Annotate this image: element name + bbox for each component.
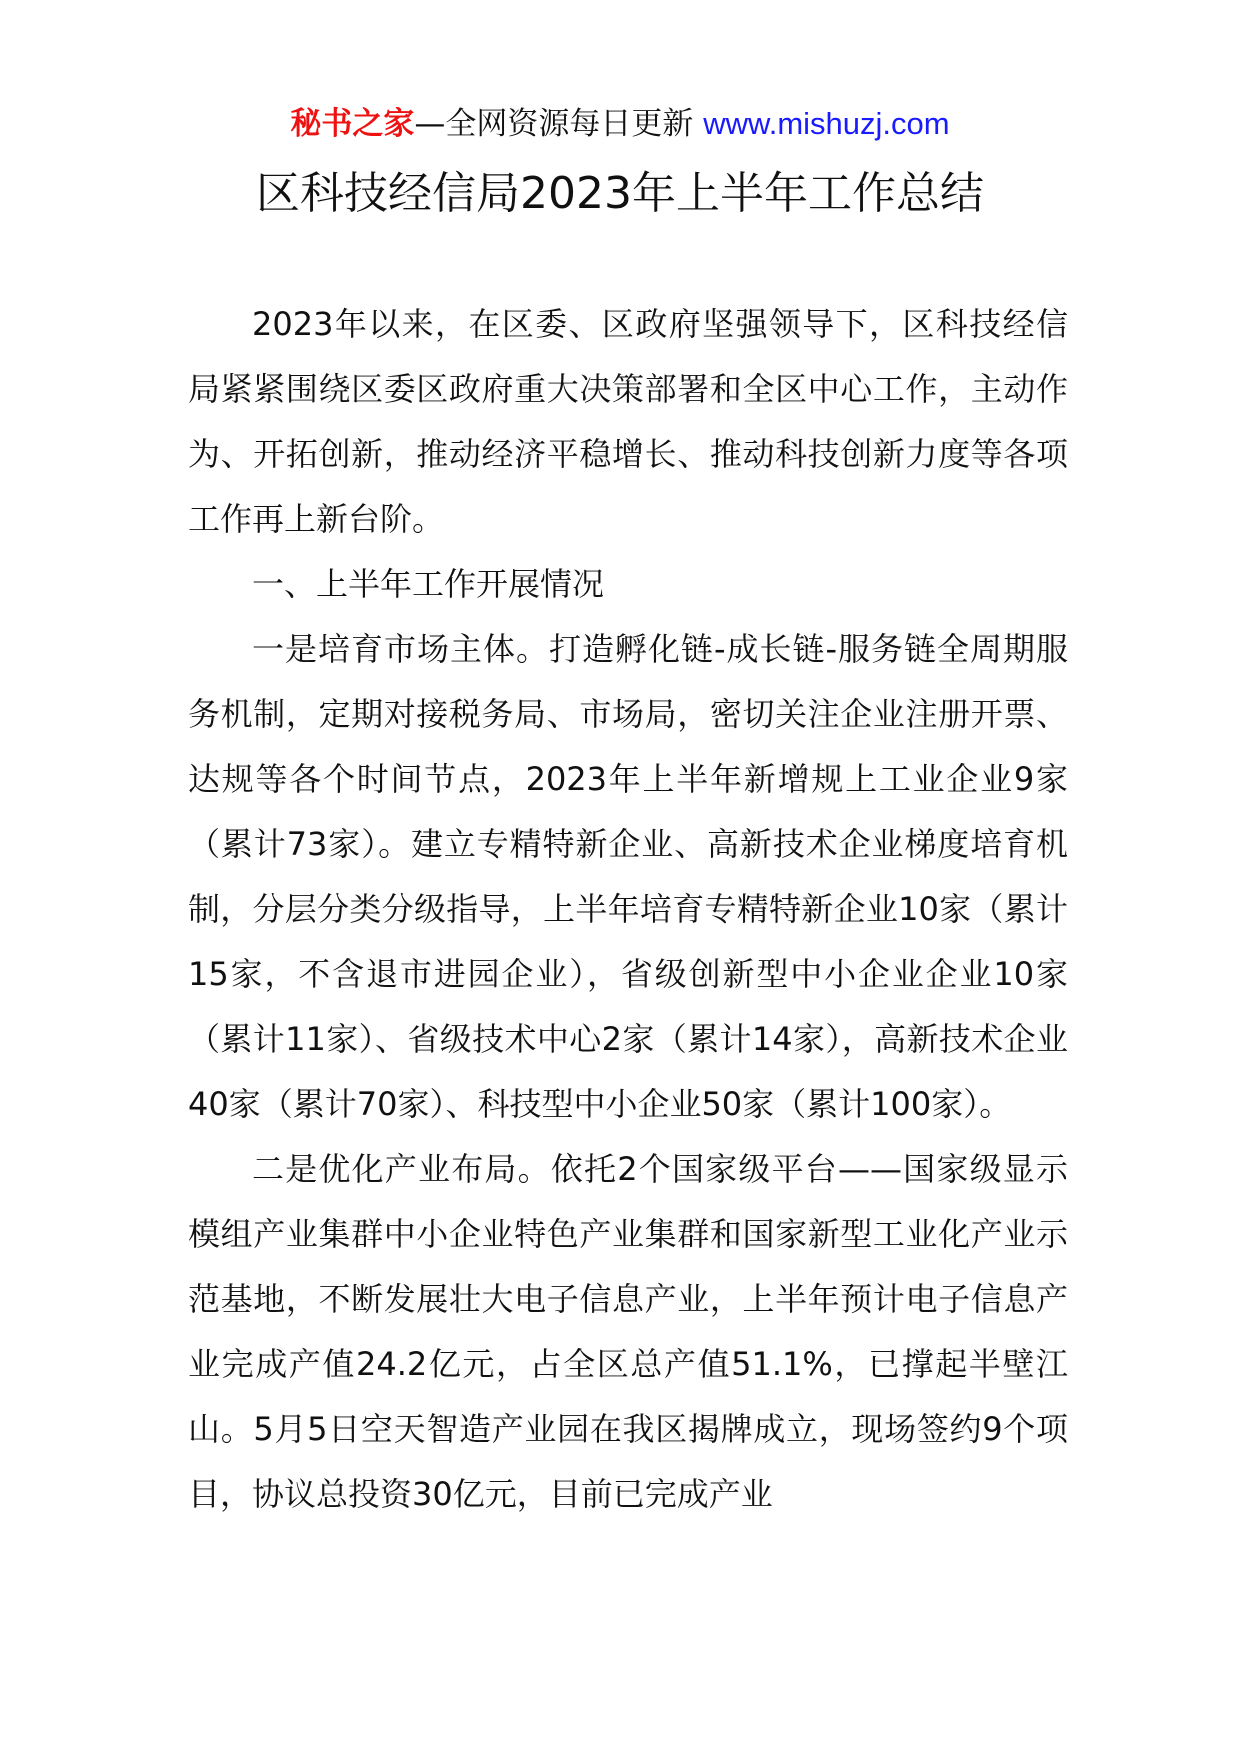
paragraph-intro: 2023年以来，在区委、区政府坚强领导下，区科技经信局紧紧围绕区委区政府重大决策部署和全区中心工作，主动作为、开拓创新，推动经济平稳增长、推动科技创新力度等各项工作再上新台阶。: [188, 305, 1068, 538]
paragraph-market-entities: 一是培育市场主体。打造孵化链-成长链-服务链全周期服务机制，定期对接税务局、市场局，密切关注企业注册开票、达规等各个时间节点，2023年上半年新增规上工业企业9家（累计73家）。建立专精特新企业、高新技术企业梯度培育机制，分层分类分级指导，上半年培育专精特新企业10家（累计15家，不含退市进园企业），省级创新型中小企业企业10家（累计11家）、省级技术中心2家（累计14家），高新技术企业40家（累计70家）、科技型中小企业50家（累计100家）。: [188, 630, 1068, 1123]
watermark-header: [0, 102, 1240, 146]
watermark-brand: 秘书之家: [290, 106, 415, 142]
watermark-url[interactable]: www.mishuzj.com: [703, 106, 950, 141]
paragraph-industry-layout: 二是优化产业布局。依托2个国家级平台——国家级显示模组产业集群中小企业特色产业集群和国家新型工业化产业示范基地，不断发展壮大电子信息产业，上半年预计电子信息产业完成产值24.2亿元，占全区总产值51.1%，已撑起半壁江山。5月5日空天智造产业园在我区揭牌成立，现场签约9个项目，协议总投资30亿元，目前已完成产业: [188, 1150, 1068, 1513]
section-heading: 一、上半年工作开展情况: [252, 565, 605, 603]
watermark-slogan: —全网资源每日更新: [414, 106, 694, 142]
document-title: 区科技经信局2023年上半年工作总结: [256, 168, 984, 219]
document-body: [188, 292, 1068, 1527]
